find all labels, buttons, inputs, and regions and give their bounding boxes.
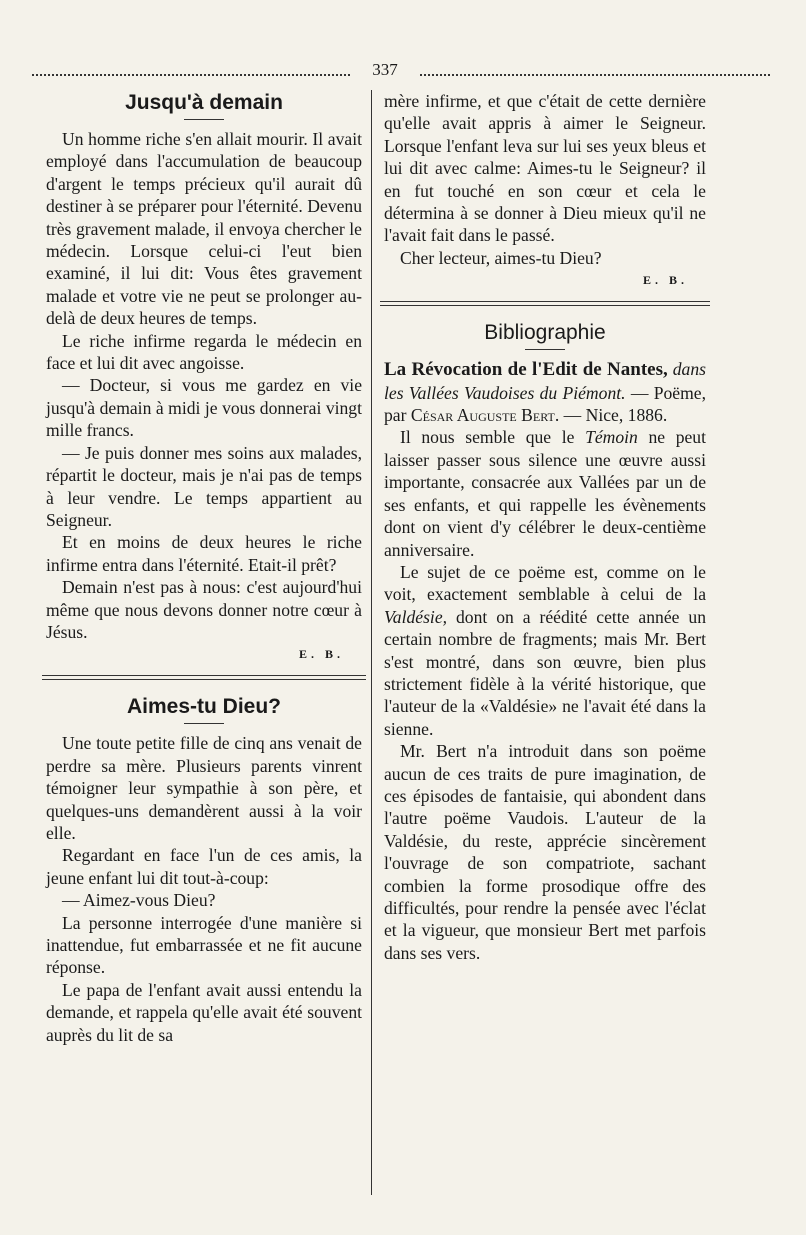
signature: E. B. xyxy=(298,647,344,662)
page-header xyxy=(32,60,770,86)
paragraph: — Aimez-vous Dieu? xyxy=(62,890,216,911)
page-number: 337 xyxy=(372,60,398,79)
paragraph: Un homme riche s'en allait mourir. Il avait employé dans l'accumulation de beaucoup d'argent le temps précieux qu'il aurait dû destiner à se préparer pour l'éternité. Devenu très gravement malade, il envoya chercher le médecin. Lorsque celui-ci l'eut bien examiné, il lui dit: Vous êtes gravement malade et votre vie ne peut se prolonger au-delà de deux heures de temps. xyxy=(46,129,362,329)
section-title: Bibliographie xyxy=(484,321,606,345)
article-title: Jusqu'à demain xyxy=(125,91,283,114)
paragraph: Le papa de l'enfant avait aussi entendu la demande, et rappela qu'elle avait été souvent auprès du lit de sa xyxy=(46,979,362,1045)
book-subtitle: dans les Vallées Vaudoises du Piémont. xyxy=(384,359,706,403)
paragraph: Mr. Bert n'a introduit dans son poëme aucun de ces traits de pure imagination, de ces épisodes de fantaisie, qui abondent dans l'autre poëme Vaudois. L'auteur de la Valdésie, du reste, apprécie sincèrement l'ouvrage de son compatriote, sachant combien la forme prosodique offre des difficultés, pour rendre la pensée avec l'éclat et la vigueur, que monsieur Bert met parfois dans ses vers. xyxy=(384,741,706,963)
paragraph: Une toute petite fille de cinq ans venait de perdre sa mère. Plusieurs parents vinrent témoigner leur sympathie à son père, et quelques-uns demandèrent aussi à la voir elle. xyxy=(46,733,362,843)
signature: E. B. xyxy=(642,273,688,288)
paragraph: — Je puis donner mes soins aux malades, répartit le docteur, mais je n'ai pas de temps à leur vendre. Le temps appartient au Seigneur. xyxy=(46,442,362,530)
paragraph: Et en moins de deux heures le riche infirme entra dans l'éternité. Etait-il prêt? xyxy=(46,532,362,575)
paragraph: Le sujet de ce poëme est, comme on le voit, exactement semblable à celui de la Valdésie, dont on a réédité cette année un certain nombre de fragments; mais Mr. Bert s'est montré, dans son œuvre, bien plus strictement fidèle à la vérité historique, que l'auteur de la «Valdésie» ne l'avait été dans la sienne. xyxy=(384,561,706,739)
paragraph: Regardant en face l'un de ces amis, la jeune enfant lui dit tout-à-coup: xyxy=(46,845,362,888)
paragraph: Cher lecteur, aimes-tu Dieu? xyxy=(400,247,602,268)
paragraph: — Docteur, si vous me gardez en vie jusqu'à demain à midi je vous donnerai vingt mille francs. xyxy=(46,375,362,441)
article-title: Aimes-tu Dieu? xyxy=(126,695,281,719)
header-rule-left xyxy=(32,74,350,76)
book-place-date: — Nice, 1886. xyxy=(563,405,668,426)
paragraph: Demain n'est pas à nous: c'est aujourd'hui même que nous devons donner notre cœur à Jésus. xyxy=(46,577,362,642)
title-dash xyxy=(525,349,565,356)
column-divider xyxy=(371,90,372,1195)
title-dash xyxy=(184,723,224,730)
paragraph: Il nous semble que le Témoin ne peut laisser passer sous silence une œuvre aussi importante, consacrée aux Vallées par un de ses enfants, et qui rappelle les évènements dont on vient d'y célébrer le deux-centième anniversaire. xyxy=(384,427,706,560)
title-dash xyxy=(184,119,224,126)
book-meta: — Poëme, par xyxy=(384,382,706,426)
book-author: César Auguste Bert. xyxy=(410,405,560,426)
section-rule xyxy=(42,675,366,680)
right-column xyxy=(384,90,706,964)
paragraph: Le riche infirme regarda le médecin en face et lui dit avec angoisse. xyxy=(46,330,362,374)
book-title: La Révocation de l'Edit de Nantes, xyxy=(384,359,668,381)
left-column xyxy=(46,90,362,1046)
header-rule-right xyxy=(420,74,770,76)
section-rule xyxy=(380,301,710,306)
paragraph-continuation: mère infirme, et que c'était de cette dernière qu'elle avait appris à aimer le Seigneur. Lorsque l'enfant leva sur lui ses yeux bleus et lui dit avec calme: Aimes-tu le Seigneur? il en fut touché en son cœur et cela le détermina à se donner à Dieu mieux qu'il ne l'avait fait dans le passé. xyxy=(384,91,706,246)
paragraph: La personne interrogée d'une manière si inattendue, fut embarrassée et ne fit aucune réponse. xyxy=(46,912,362,978)
book-reference xyxy=(384,358,706,426)
